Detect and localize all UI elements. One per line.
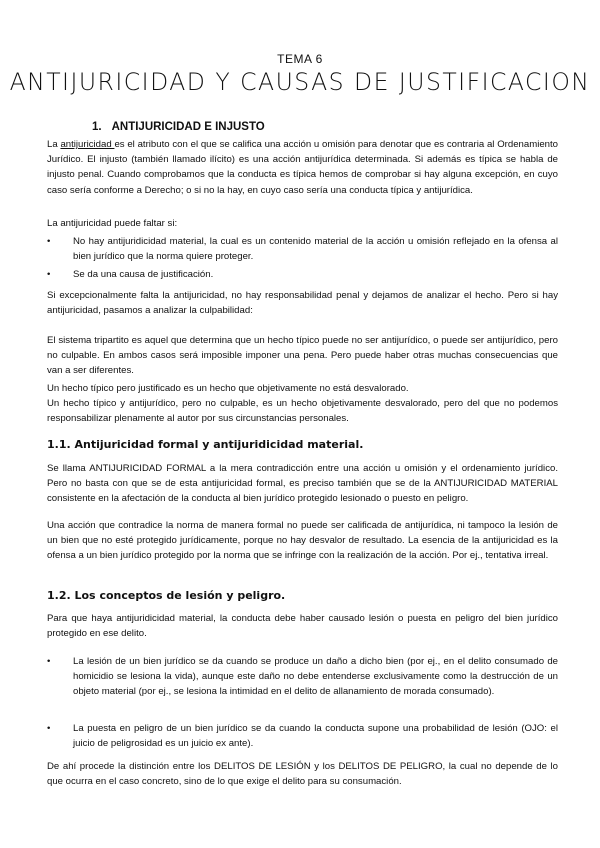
section-1-2-paragraph-2: De ahí procede la distinción entre los DELITOS DE LESIÓN y los DELITOS DE PELIGRO, la cual no depende de lo que ocurra en el caso concreto, sino de lo que exige el delito para su consumación. [47,761,558,788]
section-1-paragraph-1 [47,137,558,198]
section-1-paragraph-3: Si excepcionalmente falta la antijuricidad, no hay responsabilidad penal y dejamos de analizar el hecho. Pero si hay antijuricidad, pasamos a analizar la culpabilidad: [47,290,558,317]
topic-number: TEMA 6 [277,52,323,66]
section-1-paragraph-2: La antijuricidad puede faltar si: [47,218,178,229]
section-1-number: 1. [92,121,102,133]
section-1-1-paragraph-1: Se llama ANTIJURICIDAD FORMAL a la mera contradicción entre una acción u omisión y el ordenamiento jurídico. Pero no basta con que se de esta antijuricidad formal, es preciso también que se de la ANTIJURICIDAD MATERIAL consistente en la afectación de la conducta al bien jurídico protegido lesionado o puesto en peligro. [47,463,558,505]
list-item-text: No hay antijuridicidad material, la cual es un contenido material de la acción u omisión reflejado en la ofensa al bien jurídico que la norma quiere proteger. [73,236,558,263]
section-1-paragraph-4: El sistema tripartito es aquel que determina que un hecho típico puede no ser antijurídico, o puede ser antijurídico, pero no culpable. En ambos casos será imposible imponer una pena. Pero puede haber otras muchas consecuencias que van a ser diferentes. [47,335,558,377]
section-1-1-paragraph-2: Una acción que contradice la norma de manera formal no puede ser calificada de antijurídica, ni tampoco la lesión de un bien que no esté protegido jurídicamente, porque no hay desvalor de resultado. La esencia de la antijuricidad es la ofensa a un bien jurídico protegido por la norma que se infringe con la realización de la acción. Por ej., tentativa irreal. [47,520,558,562]
section-1-2-paragraph-1: Para que haya antijuridicidad material, la conducta debe haber causado lesión o puesta en peligro del bien jurídico protegido en ese delito. [47,613,558,640]
list-item-text: Se da una causa de justificación. [73,269,214,280]
list-item [47,267,558,282]
list-item-text: La puesta en peligro de un bien jurídico se da cuando la conducta supone una probabilidad de lesión (OJO: el juicio de peligrosidad es un juicio ex ante). [73,723,558,750]
section-1-paragraph-5 [47,381,558,427]
bullet-icon: • [47,269,51,280]
list-item [47,654,558,700]
bullet-icon: • [47,656,51,667]
bullet-icon: • [47,236,51,247]
list-item [47,234,558,264]
paragraph-line: Un hecho típico y antijurídico, pero no culpable, es un hecho objetivamente desvalorado, pero del que no podemos responsabilizar plenamente al autor por sus circunstancias personales. [47,398,558,425]
section-1-heading [92,121,265,133]
page-title: ANTIJURICIDAD Y CAUSAS DE JUSTIFICACION [9,68,591,96]
section-1-title: ANTIJURICIDAD E INJUSTO [111,121,265,133]
section-1-2-heading: 1.2. Los conceptos de lesión y peligro. [47,589,286,602]
paragraph-text: es el atributo con el que se califica una acción u omisión para denotar que es contraria al Ordenamiento Jurídico. El injusto (también llamado ilícito) es una acción antijurídica determinada. Si además es típica se habla de injusto penal. Cuando comprobamos que la conducta es típica hemos de comprobar si hay alguna excepción, en cuyo caso sería conforme a Derecho; o si no la hay, en cuyo caso sería una conducta típica y antijurídica. [47,139,558,196]
paragraph-line: Un hecho típico pero justificado es un hecho que objetivamente no está desvalorado. [47,383,409,394]
list-item-text: La lesión de un bien jurídico se da cuando se produce un daño a dicho bien (por ej., en el delito consumado de homicidio se lesiona la vida), aunque este daño no debe entenderse exclusivamente como la destrucción de un objeto material (por ej., se lesiona la intimidad en el delito de allanamiento de morada consumado). [73,656,558,698]
bullet-icon: • [47,723,51,734]
section-1-1-heading: 1.1. Antijuricidad formal y antijuridicidad material. [47,438,364,451]
underlined-term: antijuricidad [60,139,115,150]
list-item [47,721,558,751]
paragraph-text: La [47,139,61,150]
